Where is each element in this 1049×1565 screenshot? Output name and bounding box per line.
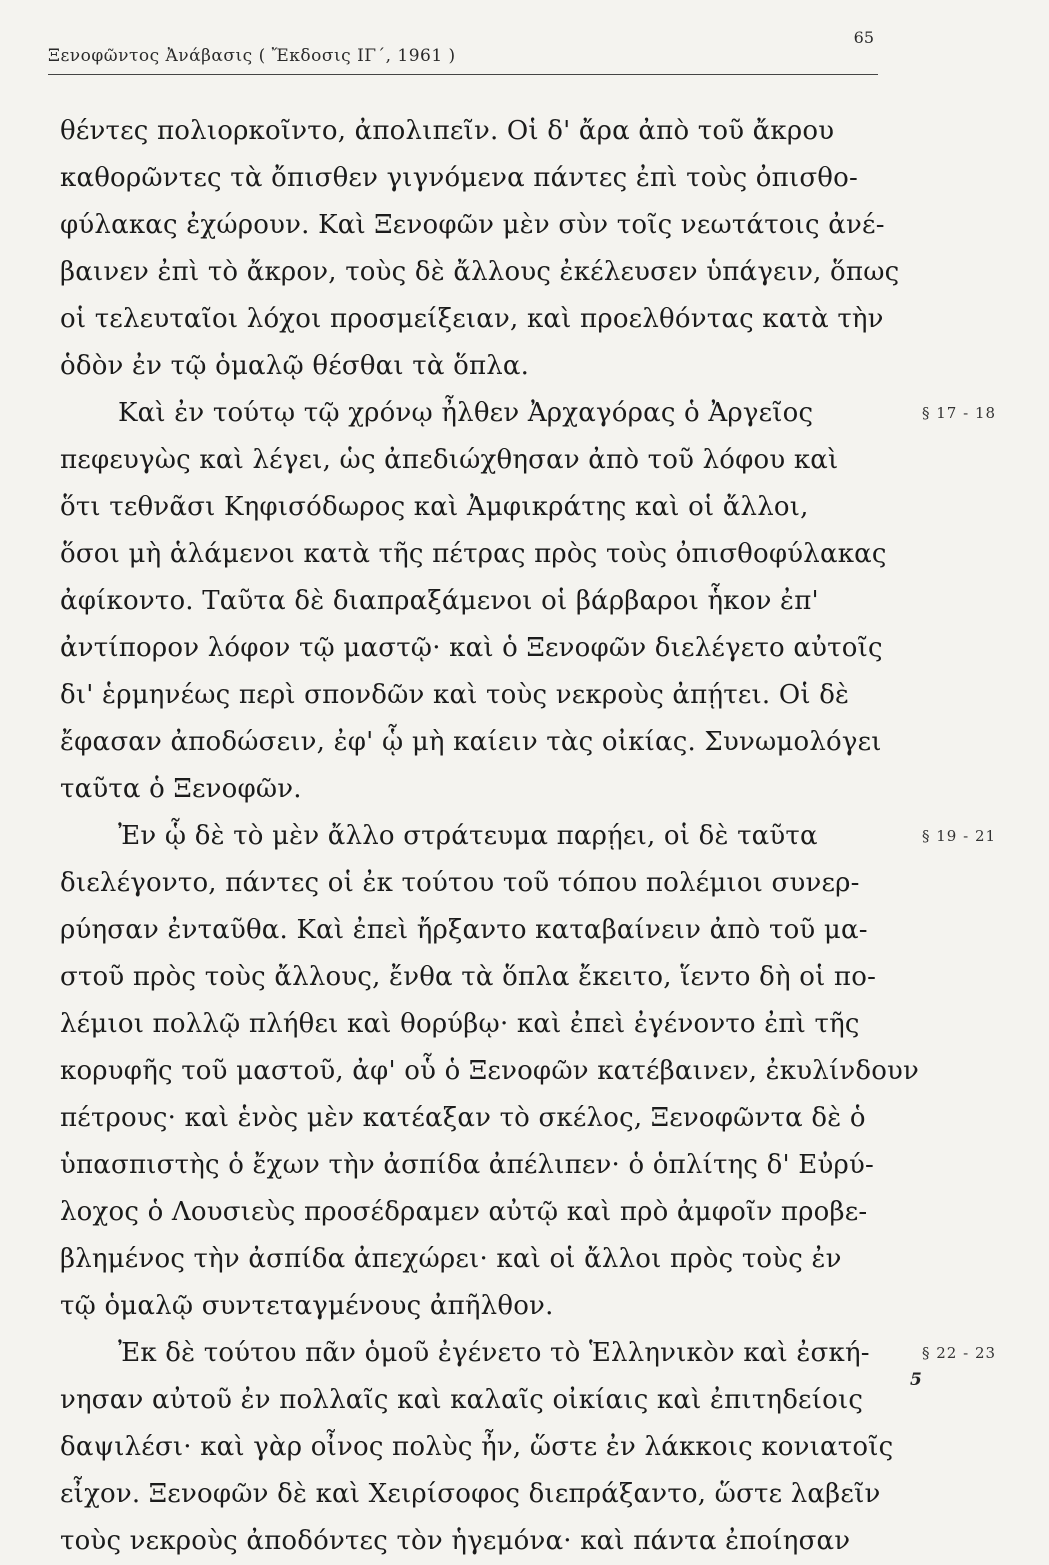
text-line [60, 1471, 920, 1518]
text-line [60, 437, 920, 484]
header-rule [48, 74, 878, 75]
text-line [60, 202, 920, 249]
section-reference: § 22 - 23 [922, 1344, 997, 1362]
printer-signature-mark: 5 [910, 1370, 922, 1390]
text-line [60, 578, 920, 625]
text-line [60, 1095, 920, 1142]
text-line [60, 1189, 920, 1236]
line-text: νησαν αὐτοῦ ἐν πολλαῖς καὶ καλαῖς οἰκίαις καὶ ἐπιτηδείοις [60, 1385, 864, 1415]
text-line [60, 1330, 997, 1377]
line-text: ὅσοι μὴ ἁλάμενοι κατὰ τῆς πέτρας πρὸς τοὺς ὀπισθοφύλακας [60, 539, 887, 569]
text-line [60, 625, 920, 672]
line-text: τῷ ὁμαλῷ συντεταγμένους ἀπῆλθον. [60, 1291, 554, 1321]
text-line [60, 860, 920, 907]
line-text: ὅτι τεθνᾶσι Κηφισόδωρος καὶ Ἀμφικράτης καὶ οἱ ἄλλοι, [60, 492, 809, 522]
line-text: τοὺς νεκροὺς ἀποδόντες τὸν ἡγεμόνα· καὶ πάντα ἐποίησαν [60, 1526, 851, 1556]
text-line [60, 1283, 920, 1330]
text-line [60, 155, 920, 202]
text-line [60, 1377, 920, 1424]
line-text: στοῦ πρὸς τοὺς ἄλλους, ἔνθα τὰ ὅπλα ἔκειτο, ἵεντο δὴ οἱ πο- [60, 962, 877, 992]
running-head [48, 28, 878, 82]
text-line [60, 719, 920, 766]
page-number: 65 [853, 28, 874, 47]
line-text: ρύησαν ἐνταῦθα. Καὶ ἐπεὶ ἤρξαντο καταβαίνειν ἀπὸ τοῦ μα- [60, 915, 868, 945]
line-text: πέτρους· καὶ ἑνὸς μὲν κατέαξαν τὸ σκέλος, Ξενοφῶντα δὲ ὁ [60, 1103, 866, 1133]
text-line [60, 484, 920, 531]
text-line [60, 296, 920, 343]
line-text: ἀφίκοντο. Ταῦτα δὲ διαπραξάμενοι οἱ βάρβαροι ἧκον ἐπ' [60, 586, 819, 616]
text-line [60, 108, 920, 155]
text-line [60, 1424, 920, 1471]
section-reference: § 19 - 21 [922, 827, 997, 845]
body-text [60, 108, 997, 1565]
text-line [60, 249, 920, 296]
text-line [60, 907, 920, 954]
text-line [60, 531, 920, 578]
line-text: δαψιλέσι· καὶ γὰρ οἶνος πολὺς ἦν, ὥστε ἐν λάκκοις κονιατοῖς [60, 1432, 894, 1462]
line-text: ταῦτα ὁ Ξενοφῶν. [60, 774, 302, 804]
line-text: λοχος ὁ Λουσιεὺς προσέδραμεν αὐτῷ καὶ πρὸ ἀμφοῖν προβε- [60, 1197, 868, 1227]
text-line [60, 813, 997, 860]
running-head-title: Ξενοφῶντος Ἀνάβασις ( Ἔκδοσις ΙΓ΄, 1961 ) [48, 46, 456, 66]
line-text: βλημένος τὴν ἀσπίδα ἀπεχώρει· καὶ οἱ ἄλλοι πρὸς τοὺς ἐν [60, 1244, 842, 1274]
line-text: Ἐν ᾧ δὲ τὸ μὲν ἄλλο στράτευμα παρῄει, οἱ δὲ ταῦτα [118, 821, 818, 851]
text-line [60, 766, 920, 813]
line-text: θέντες πολιορκοῖντο, ἀπολιπεῖν. Οἱ δ' ἄρα ἀπὸ τοῦ ἄκρου [60, 116, 835, 146]
line-text: ἔφασαν ἀποδώσειν, ἐφ' ᾧ μὴ καίειν τὰς οἰκίας. Συνωμολόγει [60, 727, 882, 757]
text-line [60, 1001, 920, 1048]
text-line [60, 1048, 920, 1095]
text-line [60, 1142, 920, 1189]
line-text: δι' ἑρμηνέως περὶ σπονδῶν καὶ τοὺς νεκροὺς ἀπῄτει. Οἱ δὲ [60, 680, 850, 710]
text-line [60, 954, 920, 1001]
section-reference: § 17 - 18 [922, 404, 997, 422]
line-text: καθορῶντες τὰ ὄπισθεν γιγνόμενα πάντες ἐπὶ τοὺς ὀπισθο- [60, 163, 858, 193]
line-text: ὁδὸν ἐν τῷ ὁμαλῷ θέσθαι τὰ ὅπλα. [60, 351, 530, 381]
line-text: οἱ τελευταῖοι λόχοι προσμείξειαν, καὶ προελθόντας κατὰ τὴν [60, 304, 884, 334]
line-text: ὑπασπιστὴς ὁ ἔχων τὴν ἀσπίδα ἀπέλιπεν· ὁ ὁπλίτης δ' Εὐρύ- [60, 1150, 874, 1180]
line-text: εἶχον. Ξενοφῶν δὲ καὶ Χειρίσοφος διεπράξαντο, ὥστε λαβεῖν [60, 1479, 881, 1509]
line-text: ἀντίπορον λόφον τῷ μαστῷ· καὶ ὁ Ξενοφῶν διελέγετο αὐτοῖς [60, 633, 883, 663]
text-line [60, 390, 997, 437]
text-line [60, 672, 920, 719]
line-text: Ἐκ δὲ τούτου πᾶν ὁμοῦ ἐγένετο τὸ Ἑλληνικὸν καὶ ἐσκή- [118, 1338, 870, 1368]
text-line [60, 1518, 920, 1565]
line-text: Καὶ ἐν τούτῳ τῷ χρόνῳ ἦλθεν Ἀρχαγόρας ὁ Ἀργεῖος [118, 398, 814, 428]
text-line [60, 343, 920, 390]
line-text: φύλακας ἐχώρουν. Καὶ Ξενοφῶν μὲν σὺν τοῖς νεωτάτοις ἀνέ- [60, 210, 885, 240]
line-text: διελέγοντο, πάντες οἱ ἐκ τούτου τοῦ τόπου πολέμιοι συνερ- [60, 868, 860, 898]
line-text: πεφευγὼς καὶ λέγει, ὡς ἀπεδιώχθησαν ἀπὸ τοῦ λόφου καὶ [60, 445, 839, 475]
line-text: κορυφῆς τοῦ μαστοῦ, ἀφ' οὗ ὁ Ξενοφῶν κατέβαινεν, ἐκυλίνδουν [60, 1056, 920, 1086]
line-text: λέμιοι πολλῷ πλήθει καὶ θορύβῳ· καὶ ἐπεὶ ἐγένοντο ἐπὶ τῆς [60, 1009, 860, 1039]
text-line [60, 1236, 920, 1283]
line-text: βαινεν ἐπὶ τὸ ἄκρον, τοὺς δὲ ἄλλους ἐκέλευσεν ὑπάγειν, ὅπως [60, 257, 900, 287]
